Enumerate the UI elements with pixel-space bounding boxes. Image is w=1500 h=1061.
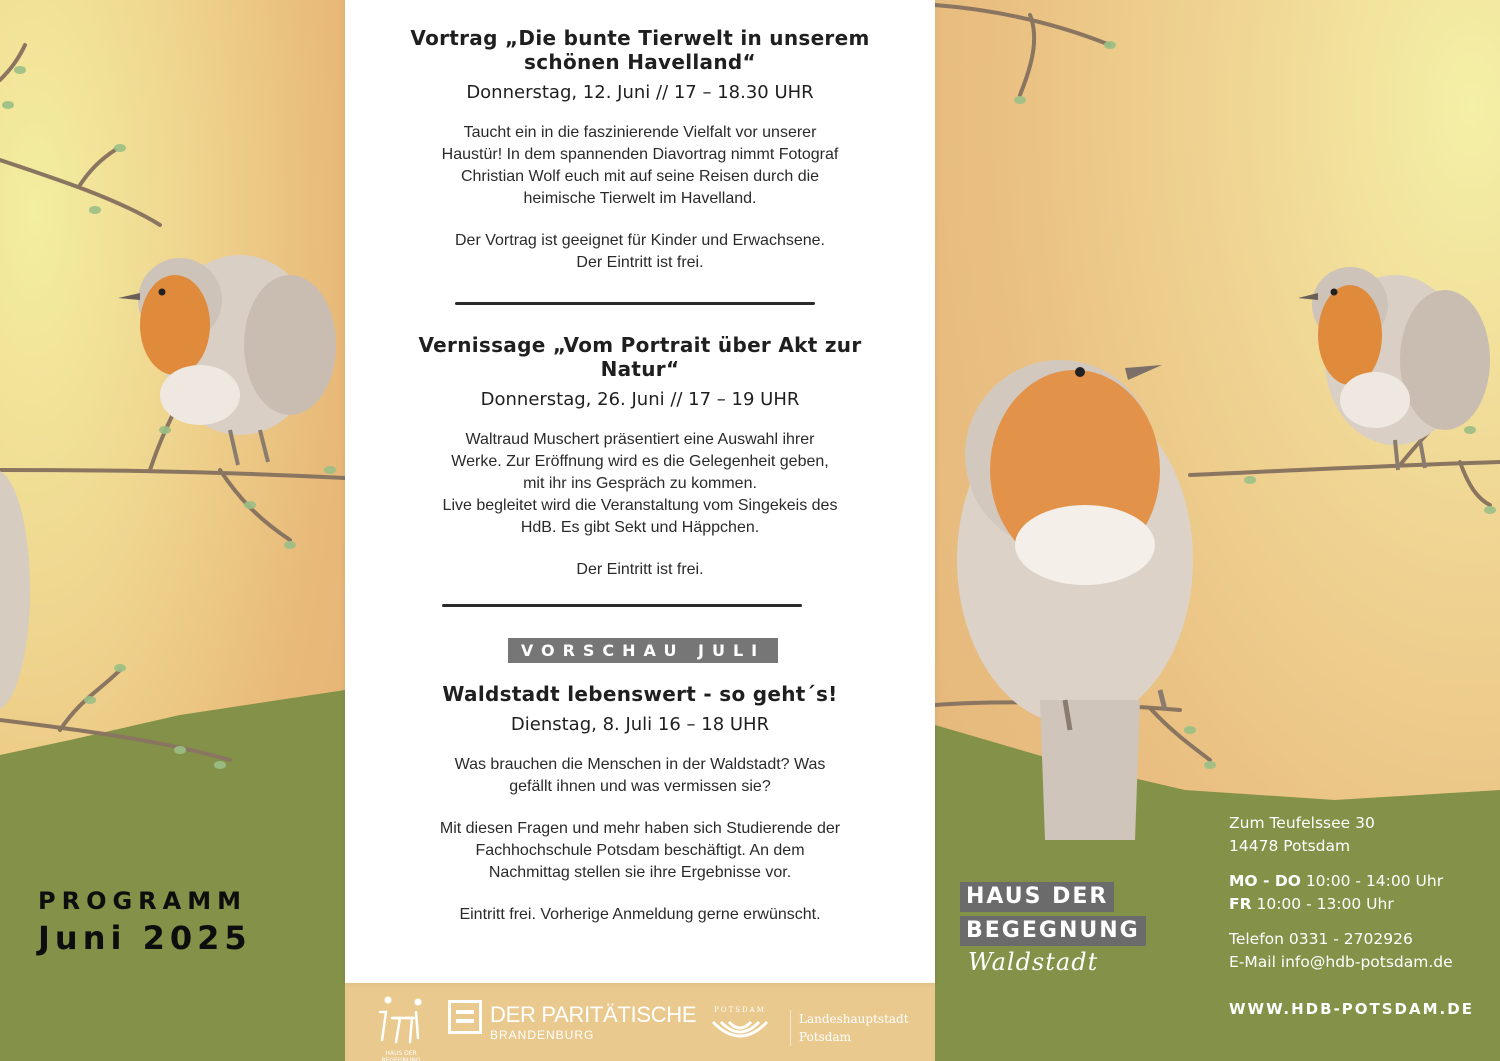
event-date: Dienstag, 8. Juli 16 – 18 UHR <box>510 714 770 735</box>
logo-line-1: HAUS DER <box>960 882 1114 912</box>
hdb-figures-icon <box>366 992 426 1048</box>
program-label: PROGRAMM <box>38 887 247 915</box>
text-line: Der Vortrag ist geeignet für Kinder und Erwachsene. <box>455 232 825 249</box>
text-line: Live begleitet wird die Veranstaltung vom Singekeis des <box>442 497 838 514</box>
event-1 <box>345 26 935 294</box>
paritaetische-logo <box>448 1000 697 1048</box>
event-title-line: schönen Havelland“ <box>524 50 756 74</box>
event-title-line: Vernissage „Vom Portrait über Akt zur <box>418 333 862 357</box>
hdb-caption: HAUS DER BEGEGNUNG <box>381 1050 421 1061</box>
logo-script: Waldstadt <box>968 948 1099 976</box>
paragraph <box>345 754 935 798</box>
event-date: Donnerstag, 12. Juni // 17 – 18.30 UHR <box>466 82 814 103</box>
hours-time: 10:00 - 13:00 Uhr <box>1256 895 1394 913</box>
event-description <box>345 754 935 926</box>
program-month: Juni 2025 <box>38 919 252 957</box>
text-line: gefällt ihnen und was vermissen sie? <box>509 778 771 795</box>
text-line: heimische Tierwelt im Havelland. <box>523 190 757 207</box>
event-title <box>345 26 935 74</box>
event-2 <box>345 333 935 601</box>
paragraph <box>345 904 935 926</box>
contact-info <box>1229 812 1453 974</box>
potsdam-emblem <box>705 1000 775 1050</box>
program-heading <box>38 884 252 958</box>
hours-time: 10:00 - 14:00 Uhr <box>1305 872 1444 890</box>
event-title: Waldstadt lebenswert - so geht´s! <box>442 682 838 706</box>
hdb-small-logo <box>366 992 426 1061</box>
preview-badge: VORSCHAU JULI <box>508 638 778 663</box>
text-line: Der Eintritt ist frei. <box>576 254 704 271</box>
lhp-line-2: Potsdam <box>799 1030 852 1044</box>
text-line: Christian Wolf euch mit auf seine Reisen durch die <box>460 168 820 185</box>
paritaetische-region: BRANDENBURG <box>490 1028 595 1042</box>
paritaetische-name: DER PARITÄTISCHE <box>490 1002 697 1027</box>
website-link[interactable]: WWW.HDB-POTSDAM.DE <box>1229 1000 1474 1018</box>
phone: Telefon 0331 - 2702926 <box>1229 930 1413 948</box>
potsdam-arches-icon <box>705 1000 775 1050</box>
text-line: Was brauchen die Menschen in der Waldstadt? Was <box>454 756 826 773</box>
text-line: Taucht ein in die faszinierende Vielfalt vor unserer <box>463 124 817 141</box>
divider <box>442 604 802 607</box>
text-line: Waltraud Muschert präsentiert eine Auswahl ihrer <box>465 431 815 448</box>
address-city: 14478 Potsdam <box>1229 837 1351 855</box>
email[interactable]: E-Mail info@hdb-potsdam.de <box>1229 953 1453 971</box>
hours-days: FR <box>1229 895 1252 913</box>
text-line: Fachhochschule Potsdam beschäftigt. An dem <box>475 842 805 859</box>
text-line: Nachmittag stellen sie ihre Ergebnisse vor. <box>488 864 792 881</box>
sponsor-logos <box>360 992 930 1061</box>
divider <box>455 302 815 305</box>
paritaetische-mark-icon <box>448 1000 482 1034</box>
address-street: Zum Teufelssee 30 <box>1229 814 1375 832</box>
text-line: HdB. Es gibt Sekt und Häppchen. <box>520 519 760 536</box>
event-title-line: Vortrag „Die bunte Tierwelt in unserem <box>410 26 870 50</box>
event-3 <box>345 682 935 946</box>
text-line: Haustür! In dem spannenden Diavortrag nimmt Fotograf <box>441 146 839 163</box>
text-line: Werke. Zur Eröffnung wird es die Gelegenheit geben, <box>451 453 829 470</box>
hours-days: MO - DO <box>1229 872 1301 890</box>
event-title-line: Natur“ <box>600 357 680 381</box>
landeshauptstadt-logo <box>790 1010 909 1046</box>
text-line: Eintritt frei. Vorherige Anmeldung gerne erwünscht. <box>459 906 821 923</box>
paragraph <box>345 559 935 581</box>
potsdam-mark-text: POTSDAM <box>714 1006 766 1014</box>
hours-row <box>1229 893 1453 916</box>
paragraph <box>345 818 935 884</box>
lhp-line-1: Landeshauptstadt <box>799 1012 909 1026</box>
event-date: Donnerstag, 26. Juni // 17 – 19 UHR <box>480 389 800 410</box>
event-description <box>345 122 935 274</box>
paragraph <box>345 429 935 539</box>
program-panel <box>345 0 935 983</box>
text-line: Mit diesen Fragen und mehr haben sich Studierende der <box>439 820 841 837</box>
event-title <box>345 333 935 381</box>
event-description <box>345 429 935 581</box>
logo-line-2: BEGEGNUNG <box>960 916 1146 946</box>
paragraph <box>345 230 935 274</box>
text-line: mit ihr ins Gespräch zu kommen. <box>523 475 757 492</box>
hdb-logo <box>960 882 1146 976</box>
hours-row <box>1229 870 1453 893</box>
paragraph <box>345 122 935 210</box>
text-line: Der Eintritt ist frei. <box>576 561 704 578</box>
